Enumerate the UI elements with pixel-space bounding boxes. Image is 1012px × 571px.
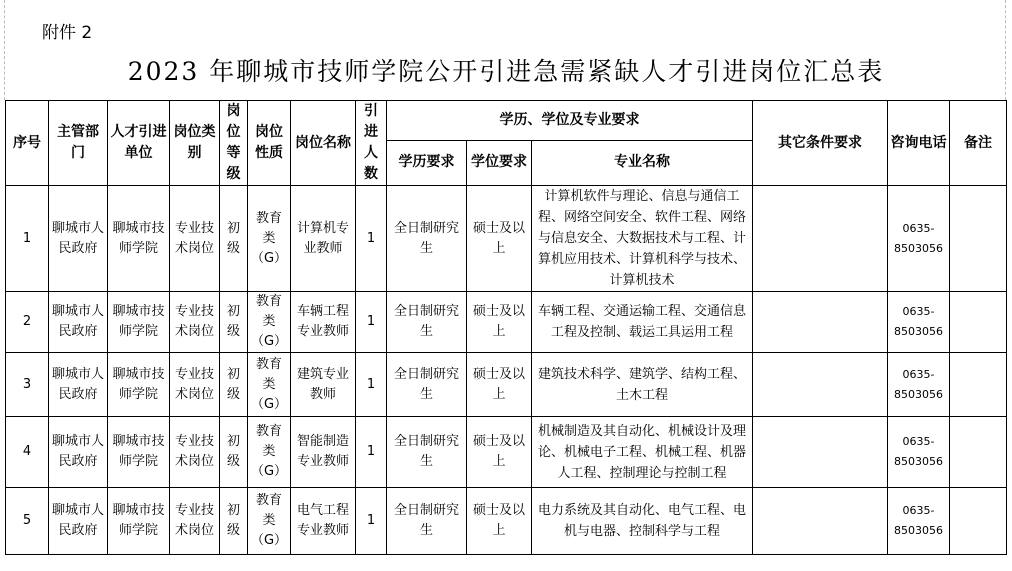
cell-nature: 教育类（G） xyxy=(248,417,291,488)
cell-major: 电力系统及其自动化、电气工程、电机与电器、控制科学与工程 xyxy=(532,488,753,555)
cell-level: 初级 xyxy=(220,186,248,292)
cell-no: 1 xyxy=(6,186,49,292)
cell-unit: 聊城市技师学院 xyxy=(108,186,170,292)
cell-count: 1 xyxy=(356,488,387,555)
header-unit: 人才引进单位 xyxy=(108,101,170,186)
cell-post: 电气工程专业教师 xyxy=(291,488,356,555)
header-nature: 岗位性质 xyxy=(248,101,291,186)
cell-dept: 聊城市人民政府 xyxy=(49,186,108,292)
cell-level: 初级 xyxy=(220,353,248,417)
header-count: 引进人数 xyxy=(356,101,387,186)
cell-unit: 聊城市技师学院 xyxy=(108,353,170,417)
cell-edu: 全日制研究生 xyxy=(387,488,467,555)
header-level: 岗位等级 xyxy=(220,101,248,186)
cell-remark xyxy=(950,488,1007,555)
cell-phone: 0635-8503056 xyxy=(888,292,950,353)
cell-remark xyxy=(950,292,1007,353)
cell-no: 4 xyxy=(6,417,49,488)
cell-nature: 教育类（G） xyxy=(248,488,291,555)
cell-dept: 聊城市人民政府 xyxy=(49,292,108,353)
cell-unit: 聊城市技师学院 xyxy=(108,292,170,353)
attachment-label: 附件 2 xyxy=(42,23,93,43)
cell-category: 专业技术岗位 xyxy=(170,488,220,555)
header-other: 其它条件要求 xyxy=(753,101,888,186)
cell-major: 车辆工程、交通运输工程、交通信息工程及控制、载运工具运用工程 xyxy=(532,292,753,353)
header-degree: 学位要求 xyxy=(467,140,532,185)
cell-degree: 硕士及以上 xyxy=(467,488,532,555)
cell-other xyxy=(753,186,888,292)
cell-phone: 0635-8503056 xyxy=(888,417,950,488)
cell-major: 计算机软件与理论、信息与通信工程、网络空间安全、软件工程、网络与信息安全、大数据技术与工程、计算机应用技术、计算机科学与技术、计算机技术 xyxy=(532,186,753,292)
cell-phone: 0635-8503056 xyxy=(888,186,950,292)
cell-remark xyxy=(950,353,1007,417)
cell-no: 5 xyxy=(6,488,49,555)
table-row xyxy=(6,292,1007,353)
header-remark: 备注 xyxy=(950,101,1007,186)
cell-category: 专业技术岗位 xyxy=(170,292,220,353)
cell-edu: 全日制研究生 xyxy=(387,292,467,353)
cell-unit: 聊城市技师学院 xyxy=(108,417,170,488)
positions-table xyxy=(5,100,1007,555)
cell-degree: 硕士及以上 xyxy=(467,186,532,292)
cell-other xyxy=(753,417,888,488)
cell-major: 建筑技术科学、建筑学、结构工程、土木工程 xyxy=(532,353,753,417)
cell-level: 初级 xyxy=(220,292,248,353)
table-row xyxy=(6,353,1007,417)
cell-category: 专业技术岗位 xyxy=(170,353,220,417)
cell-post: 车辆工程专业教师 xyxy=(291,292,356,353)
cell-phone: 0635-8503056 xyxy=(888,353,950,417)
table-row xyxy=(6,488,1007,555)
cell-dept: 聊城市人民政府 xyxy=(49,353,108,417)
cell-post: 建筑专业教师 xyxy=(291,353,356,417)
cell-level: 初级 xyxy=(220,417,248,488)
cell-unit: 聊城市技师学院 xyxy=(108,488,170,555)
cell-nature: 教育类（G） xyxy=(248,292,291,353)
header-edu-group: 学历、学位及专业要求 xyxy=(387,101,753,141)
cell-edu: 全日制研究生 xyxy=(387,186,467,292)
cell-degree: 硕士及以上 xyxy=(467,417,532,488)
cell-level: 初级 xyxy=(220,488,248,555)
header-major: 专业名称 xyxy=(532,140,753,185)
cell-other xyxy=(753,353,888,417)
table-row xyxy=(6,417,1007,488)
cell-nature: 教育类（G） xyxy=(248,186,291,292)
cell-no: 2 xyxy=(6,292,49,353)
cell-edu: 全日制研究生 xyxy=(387,417,467,488)
cell-count: 1 xyxy=(356,353,387,417)
cell-nature: 教育类（G） xyxy=(248,353,291,417)
cell-count: 1 xyxy=(356,186,387,292)
cell-category: 专业技术岗位 xyxy=(170,186,220,292)
cell-count: 1 xyxy=(356,292,387,353)
cell-dept: 聊城市人民政府 xyxy=(49,417,108,488)
cell-degree: 硕士及以上 xyxy=(467,353,532,417)
table-row xyxy=(6,186,1007,292)
cell-remark xyxy=(950,417,1007,488)
cell-no: 3 xyxy=(6,353,49,417)
cell-category: 专业技术岗位 xyxy=(170,417,220,488)
document-title: 2023 年聊城市技师学院公开引进急需紧缺人才引进岗位汇总表 xyxy=(127,57,885,86)
header-post: 岗位名称 xyxy=(291,101,356,186)
cell-remark xyxy=(950,186,1007,292)
cell-dept: 聊城市人民政府 xyxy=(49,488,108,555)
cell-other xyxy=(753,292,888,353)
cell-phone: 0635-8503056 xyxy=(888,488,950,555)
header-no: 序号 xyxy=(6,101,49,186)
header-phone: 咨询电话 xyxy=(888,101,950,186)
cell-edu: 全日制研究生 xyxy=(387,353,467,417)
cell-other xyxy=(753,488,888,555)
cell-count: 1 xyxy=(356,417,387,488)
cell-post: 计算机专业教师 xyxy=(291,186,356,292)
cell-major: 机械制造及其自动化、机械设计及理论、机械电子工程、机械工程、机器人工程、控制理论与控制工程 xyxy=(532,417,753,488)
header-category: 岗位类别 xyxy=(170,101,220,186)
header-dept: 主管部门 xyxy=(49,101,108,186)
cell-post: 智能制造专业教师 xyxy=(291,417,356,488)
cell-degree: 硕士及以上 xyxy=(467,292,532,353)
header-edu: 学历要求 xyxy=(387,140,467,185)
